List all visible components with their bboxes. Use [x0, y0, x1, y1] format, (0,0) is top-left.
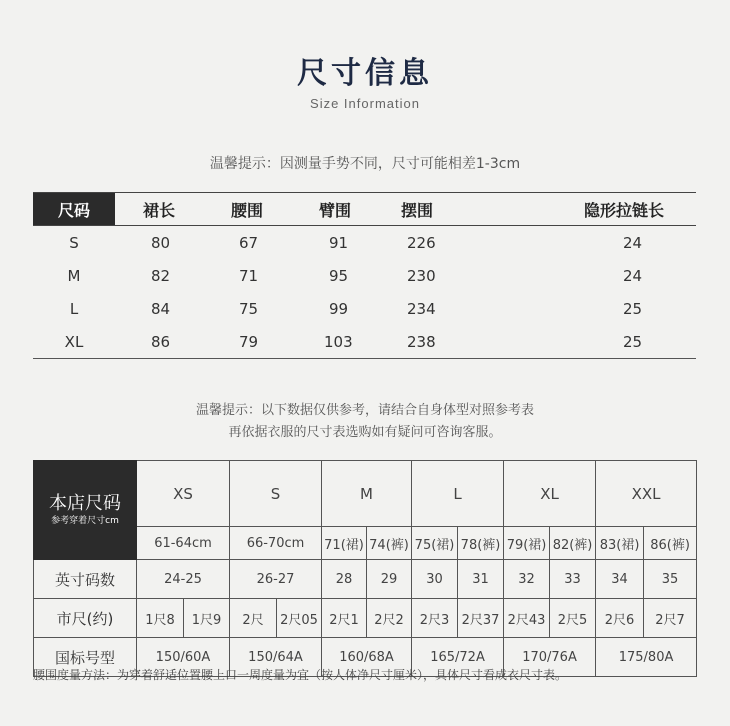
std-label: 国标号型: [34, 638, 137, 677]
waist-cm-cell: 79(裙): [504, 527, 550, 560]
inch-cell: 29: [367, 560, 412, 599]
chi-cell: 2尺43: [504, 599, 550, 638]
waist-cm-cell: 83(裙): [596, 527, 644, 560]
table-row: [34, 560, 697, 599]
waist-cm-cell: 78(裤): [458, 527, 504, 560]
std-cell: 150/60A: [137, 638, 230, 677]
waist-cm-cell: 74(裤): [367, 527, 412, 560]
length-cell: 84: [151, 299, 171, 318]
size-xl: XL: [504, 461, 596, 527]
chi-cell: 1尺8: [137, 599, 184, 638]
chi-cell: 2尺2: [367, 599, 412, 638]
chi-cell: 2尺37: [458, 599, 504, 638]
header-hem: 摆围: [379, 193, 489, 226]
table-row: [33, 226, 696, 260]
reference-size-table: [33, 460, 697, 677]
store-size-subtitle: 参考穿着尺寸cm: [51, 516, 119, 526]
waist-cell: 67: [239, 233, 259, 252]
size-s: S: [230, 461, 322, 527]
header-zipper: 隐形拉链长: [489, 193, 696, 226]
inch-cell: 34: [596, 560, 644, 599]
chi-cell: 2尺5: [550, 599, 596, 638]
waist-cm-cell: 82(裤): [550, 527, 596, 560]
inch-cell: 31: [458, 560, 504, 599]
header-arm: 臂围: [291, 193, 379, 226]
reference-tip: [0, 400, 730, 444]
waist-cell: 75: [239, 299, 259, 318]
chi-cell: 2尺3: [412, 599, 458, 638]
reference-tip-line2: 再依据衣服的尺寸表选购如有疑问可咨询客服。: [228, 425, 502, 440]
inch-cell: 32: [504, 560, 550, 599]
waist-cm-cell: 71(裙): [322, 527, 367, 560]
arm-cell: 91: [329, 233, 349, 252]
arm-cell: 103: [291, 325, 379, 359]
waist-cm-cell: 75(裙): [412, 527, 458, 560]
waist-cell: 71: [239, 266, 259, 285]
table-row: [33, 292, 696, 325]
hem-cell: 238: [379, 325, 489, 359]
reference-tip-line1: 温馨提示：以下数据仅供参考，请结合自身体型对照参考表: [195, 403, 534, 418]
size-table-header: [33, 193, 696, 226]
inch-cell: 33: [550, 560, 596, 599]
chi-cell: 2尺05: [277, 599, 322, 638]
size-cell: M: [67, 266, 81, 285]
std-cell: 160/68A: [322, 638, 412, 677]
size-xxl: XXL: [596, 461, 697, 527]
table-row: [34, 461, 697, 527]
arm-cell: 95: [329, 266, 349, 285]
arm-cell: 99: [329, 299, 349, 318]
std-cell: 170/76A: [504, 638, 596, 677]
size-table: [33, 192, 696, 359]
measurement-tip: 温馨提示：因测量手势不同，尺寸可能相差1-3cm: [209, 156, 521, 172]
waist-cm-cell: 86(裤): [644, 527, 697, 560]
page-title: 尺寸信息: [297, 56, 433, 91]
chi-cell: 2尺: [230, 599, 277, 638]
zipper-cell: 25: [623, 299, 643, 318]
store-size-title: 本店尺码: [49, 493, 121, 514]
chi-cell: 1尺9: [184, 599, 230, 638]
header-waist: 腰围: [203, 193, 291, 226]
page-subtitle: Size Information: [310, 96, 420, 111]
size-cell: L: [69, 299, 79, 318]
size-xs: XS: [137, 461, 230, 527]
hem-cell: 226: [407, 233, 436, 252]
std-cell: 165/72A: [412, 638, 504, 677]
inch-cell: 30: [412, 560, 458, 599]
size-cell: XL: [33, 325, 115, 359]
waist-cm-cell: 61-64cm: [137, 527, 230, 560]
header-length: 裙长: [115, 193, 203, 226]
hem-cell: 230: [407, 266, 436, 285]
table-row: [33, 325, 696, 359]
chi-cell: 2尺1: [322, 599, 367, 638]
length-cell: 80: [151, 233, 171, 252]
zipper-cell: 25: [489, 325, 696, 359]
store-size-header: [34, 461, 137, 560]
table-row: [34, 599, 697, 638]
length-cell: 82: [151, 266, 171, 285]
inch-label: 英寸码数: [34, 560, 137, 599]
hem-cell: 234: [407, 299, 436, 318]
size-l: L: [412, 461, 504, 527]
chi-cell: 2尺6: [596, 599, 644, 638]
inch-cell: 35: [644, 560, 697, 599]
size-m: M: [322, 461, 412, 527]
table-row: [33, 259, 696, 292]
chi-label: 市尺(约): [34, 599, 137, 638]
header-size: 尺码: [33, 193, 115, 226]
waist-cm-cell: 66-70cm: [230, 527, 322, 560]
waist-measure-note: 腰围度量方法：为穿着舒适位置腰上口一周度量为宜（按人体净尺寸厘米），具体尺寸看成衣尺寸表。: [33, 668, 568, 682]
std-cell: 150/64A: [230, 638, 322, 677]
zipper-cell: 24: [623, 266, 643, 285]
chi-cell: 2尺7: [644, 599, 697, 638]
length-cell: 86: [115, 325, 203, 359]
inch-cell: 24-25: [137, 560, 230, 599]
inch-cell: 28: [322, 560, 367, 599]
size-cell: S: [69, 233, 79, 252]
std-cell: 175/80A: [596, 638, 697, 677]
zipper-cell: 24: [623, 233, 643, 252]
waist-cell: 79: [203, 325, 291, 359]
inch-cell: 26-27: [230, 560, 322, 599]
